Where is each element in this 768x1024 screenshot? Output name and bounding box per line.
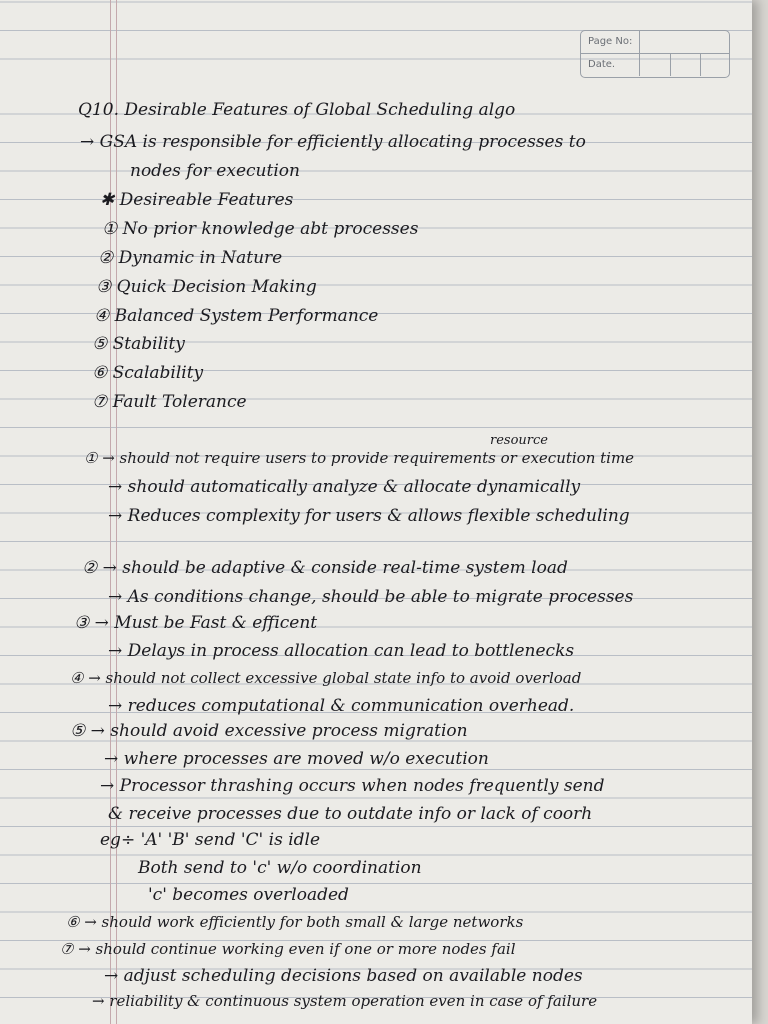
section-line: ① → should not require users to provide requirements or execution time [84, 449, 635, 467]
feature-item: ⑤ Stability [92, 334, 185, 354]
date-row [581, 54, 729, 76]
page-no-row [581, 31, 729, 54]
section-line: ⑤ → should avoid excessive process migration [70, 721, 468, 741]
feature-item: ⑥ Scalability [92, 363, 204, 383]
feature-item: ③ Quick Decision Making [96, 277, 317, 297]
intro-line: → GSA is responsible for efficiently allocating processes to [80, 132, 586, 152]
section-line: → As conditions change, should be able to migrate processes [108, 587, 634, 607]
date-cell-divider [700, 54, 701, 76]
date-field [639, 54, 730, 76]
section-line: → should automatically analyze & allocate dynamically [108, 477, 581, 497]
section-line: 'c' becomes overloaded [148, 885, 349, 905]
feature-item: ④ Balanced System Performance [94, 306, 379, 326]
section-line: ⑦ → should continue working even if one or more nodes fail [60, 940, 516, 958]
feature-item: ② Dynamic in Nature [98, 248, 283, 268]
section-line: → Reduces complexity for users & allows flexible scheduling [108, 506, 630, 526]
features-heading: ✱ Desireable Features [100, 190, 294, 210]
section-line: → where processes are moved w/o execution [104, 749, 489, 769]
page-no-label: Page No: [588, 36, 633, 47]
question-title: Q10. Desirable Features of Global Scheduling algo [78, 100, 516, 120]
date-cell-divider [670, 54, 671, 76]
feature-item: ① No prior knowledge abt processes [102, 219, 419, 239]
section-line: ④ → should not collect excessive global state info to avoid overload [70, 669, 582, 687]
section-line: & receive processes due to outdate info or lack of coorh [108, 804, 593, 824]
section-line: ⑥ → should work efficiently for both small & large networks [66, 913, 524, 931]
page-date-box [580, 30, 730, 78]
section-line: → reliability & continuous system operation even in case of failure [92, 992, 598, 1010]
page-no-field [639, 31, 730, 53]
section-line: ② → should be adaptive & conside real-time system load [82, 558, 568, 578]
section-line: → adjust scheduling decisions based on available nodes [104, 966, 583, 986]
section-line: → reduces computational & communication overhead. [108, 696, 575, 716]
section-line: Both send to 'c' w/o coordination [138, 858, 422, 878]
feature-item: ⑦ Fault Tolerance [92, 392, 247, 412]
section-line: ③ → Must be Fast & efficent [74, 613, 318, 633]
date-label: Date. [588, 59, 616, 70]
intro-line: nodes for execution [130, 161, 300, 181]
section-line: → Delays in process allocation can lead to bottlenecks [108, 641, 575, 661]
inserted-word: resource [490, 433, 548, 448]
section-line: → Processor thrashing occurs when nodes frequently send [100, 776, 605, 796]
section-line: eg÷ 'A' 'B' send 'C' is idle [100, 830, 321, 850]
